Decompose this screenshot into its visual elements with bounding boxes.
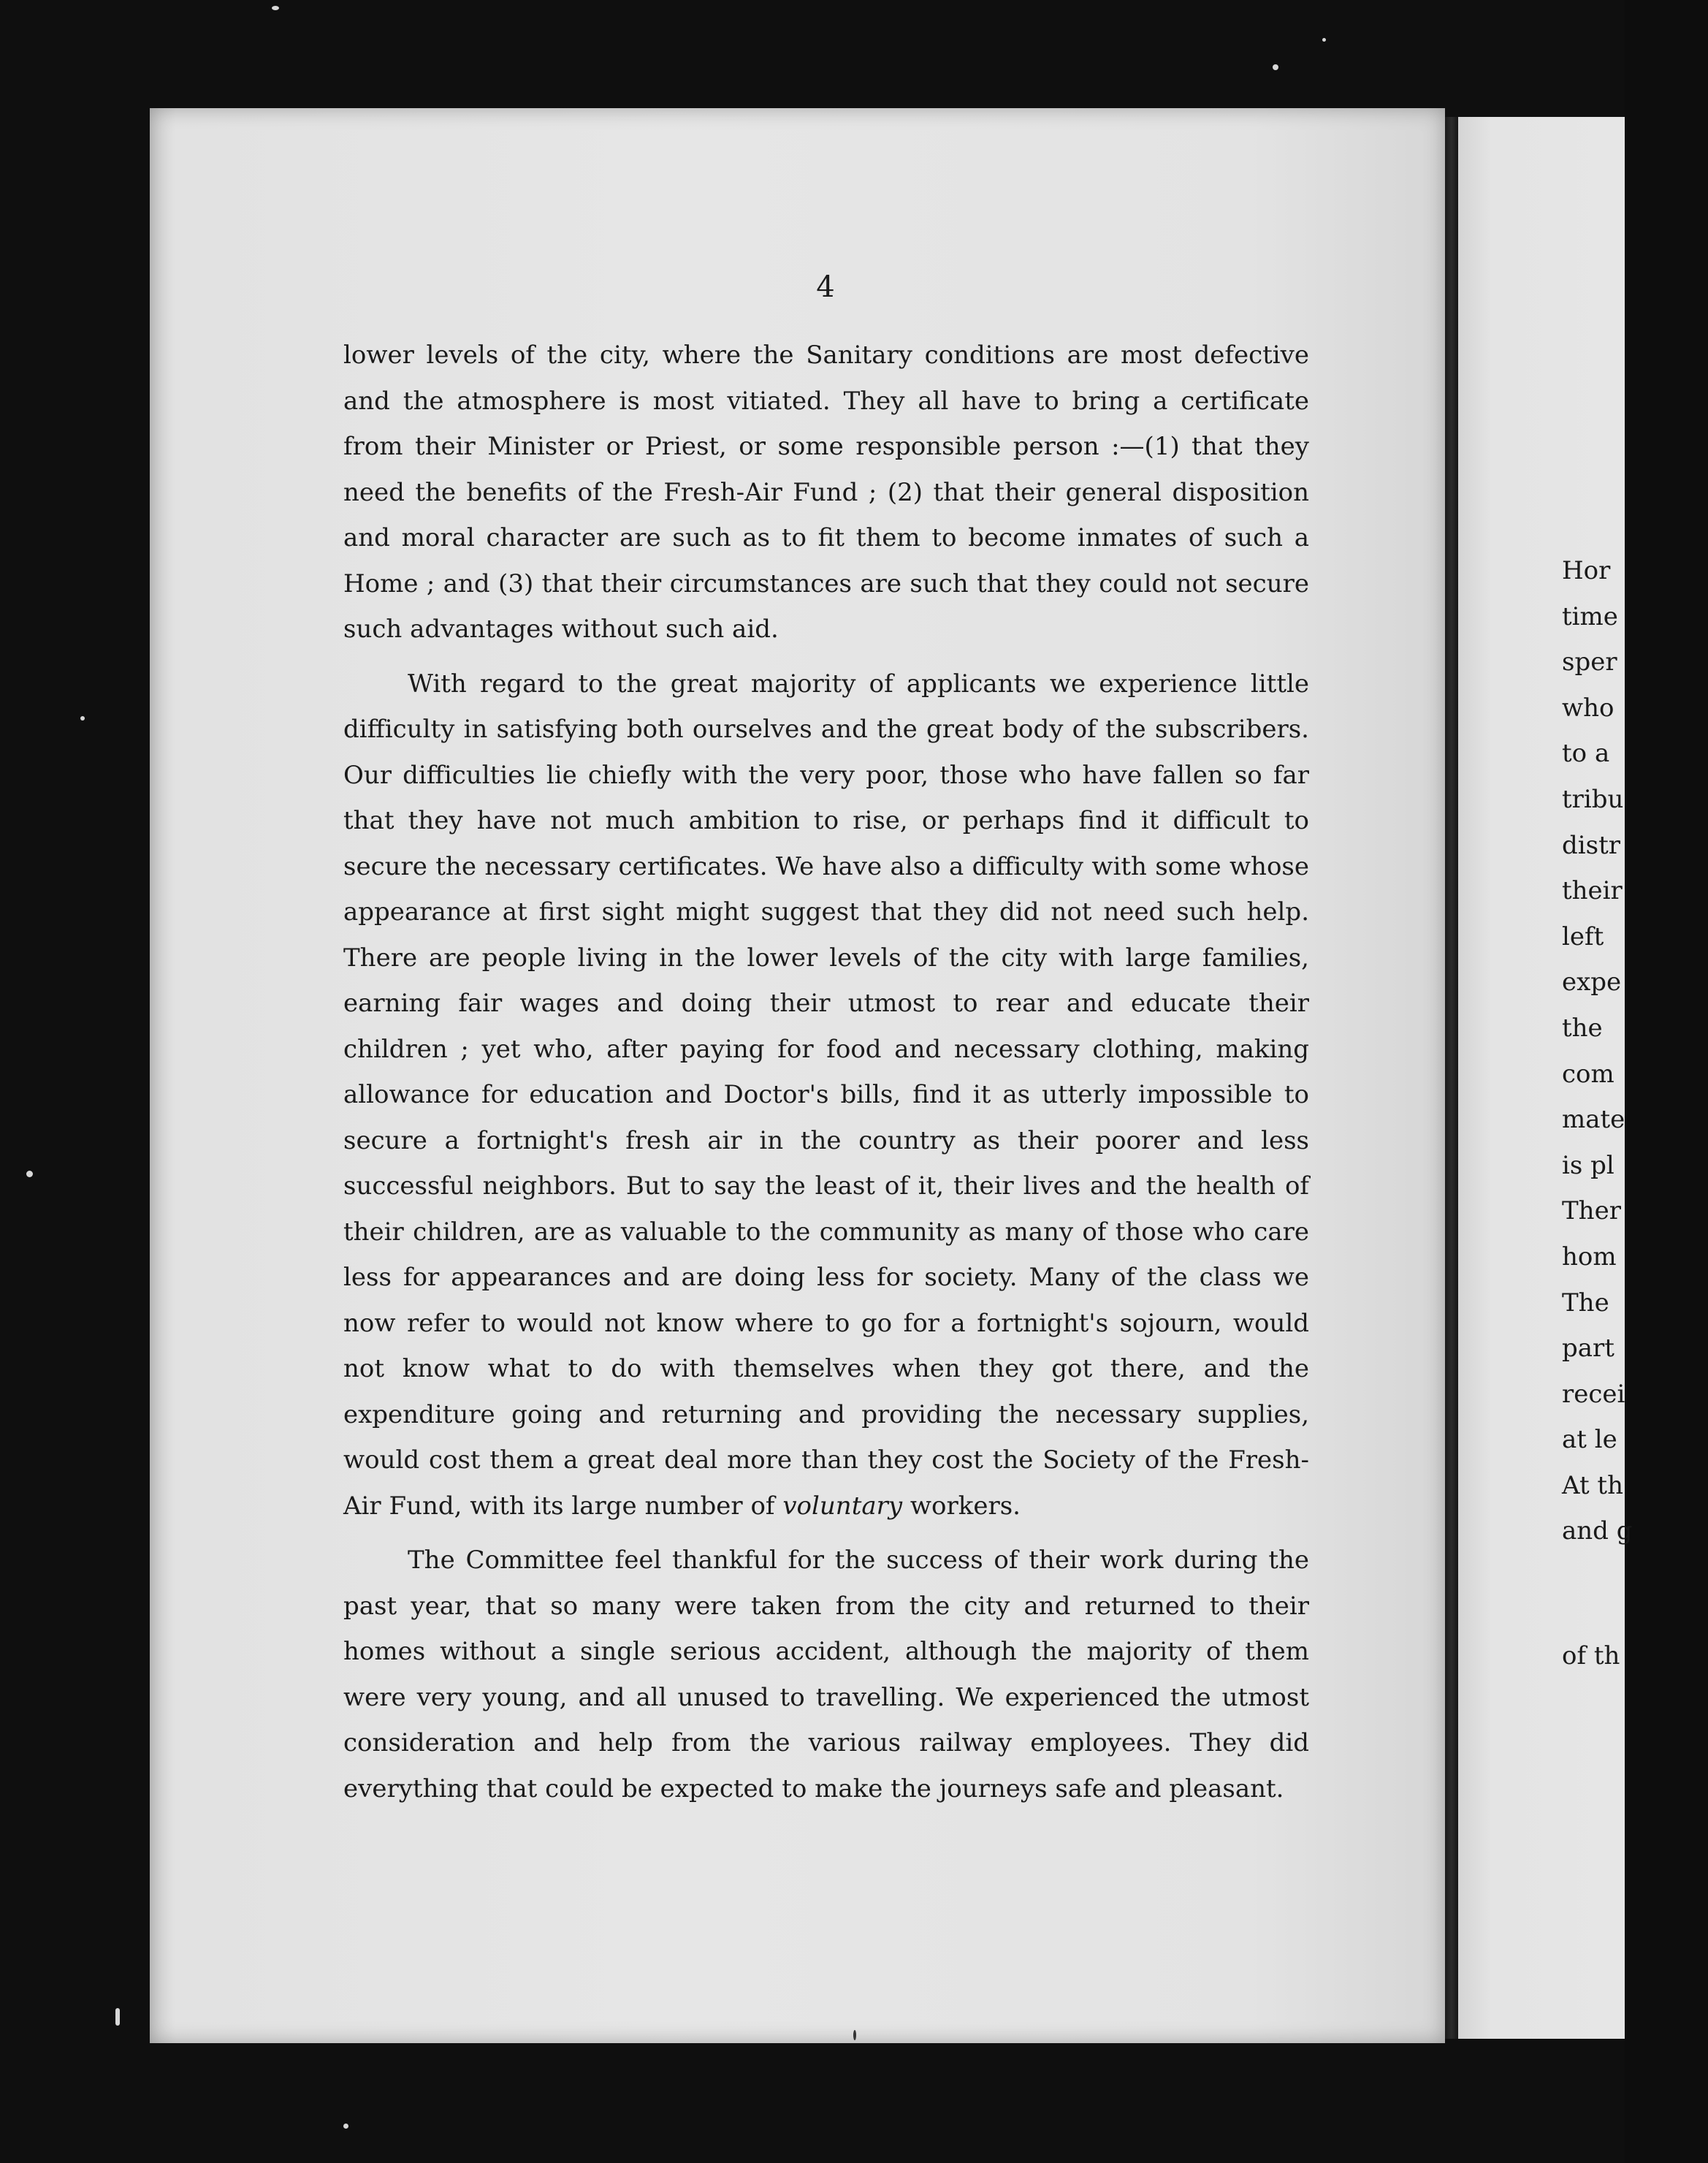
facing-line: sper <box>1562 647 1617 677</box>
dust-speck <box>1322 38 1326 42</box>
facing-line: Ther <box>1562 1196 1621 1226</box>
dust-speck <box>853 2030 856 2040</box>
facing-gap <box>1562 1554 1708 1633</box>
facing-line: expe <box>1562 968 1622 997</box>
facing-line: mate <box>1562 1105 1625 1135</box>
body-text <box>343 332 1309 1812</box>
facing-line: the <box>1562 1013 1603 1043</box>
facing-page-fragments <box>1562 548 1708 1679</box>
book-gutter <box>1445 117 1458 2039</box>
facing-line: Hor <box>1562 556 1611 585</box>
emphasis-voluntary: voluntary <box>782 1491 903 1521</box>
facing-line-last: of th <box>1562 1641 1620 1671</box>
facing-line: tribu <box>1562 784 1624 814</box>
paragraph-2-text: With regard to the great majority of applicants we experience little difficulty in satisfying both ourselves and the great body of the subscribers. Our difficulties lie chiefly with the very poor, those who have fallen so far that they have not much ambition to rise, or perhaps find it difficult to secure the necessary certificates. We have also a difficulty with some whose appearance at first sight might suggest that they did not need such help. There are people living in the lower levels of the city with large families, earning fair wages and doing their utmost to rear and educate their children ; yet who, after paying for food and necessary clothing, making allowance for education and Doctor's bills, find it as utterly impossible to secure a fortnight's fresh air in the country as their poorer and less successful neighbors. But to say the least of it, their lives and the health of their children, are as valuable to the community as many of those who care less for appearances and are doing less for society. Many of the class we now refer to would not know where to go for a fortnight's sojourn, would not know what to do with themselves when they got there, and the expenditure going and returning and providing the necessary supplies, would cost them a great deal more than they cost the Society of the Fresh-Air Fund, with its large number of <box>343 669 1309 1521</box>
facing-line: recei <box>1562 1379 1625 1409</box>
dust-speck <box>1273 64 1278 70</box>
facing-line: com <box>1562 1059 1614 1089</box>
page-number: 4 <box>816 270 835 304</box>
paragraph-2 <box>343 661 1309 1529</box>
dust-speck <box>115 2008 120 2026</box>
facing-line: At th <box>1562 1470 1623 1500</box>
facing-line: their <box>1562 876 1623 906</box>
facing-line: who <box>1562 693 1614 723</box>
facing-line: hom <box>1562 1242 1617 1271</box>
paragraph-3: The Committee feel thankful for the success of their work during the past year, that so many were taken from the city and returned to their homes without a single serious accident, although the majority of them were very young, and all unused to travelling. We experienced the utmost consideration and help from the various railway employees. They did everything that could be expected to make the journeys safe and pleasant. <box>343 1546 1309 1803</box>
facing-line: and g <box>1562 1516 1633 1546</box>
facing-line: distr <box>1562 830 1621 860</box>
facing-line: The <box>1562 1288 1609 1318</box>
facing-line: at le <box>1562 1425 1617 1455</box>
dust-speck <box>80 716 85 721</box>
facing-line: is pl <box>1562 1150 1614 1180</box>
facing-line: left <box>1562 921 1604 951</box>
paragraph-1: lower levels of the city, where the Sanitary conditions are most defective and the atmosphere is most vitiated. They all have to bring a certificate from their Minister or Priest, or some responsible person :—(1) that they need the benefits of the Fresh-Air Fund ; (2) that their general disposition and moral character are such as to fit them to become inmates of such a Home ; and (3) that their circumstances are such that they could not secure such advantages without such aid. <box>343 341 1309 644</box>
dust-speck <box>272 6 279 10</box>
facing-line: part <box>1562 1334 1614 1364</box>
dust-speck <box>343 2124 348 2129</box>
facing-line: to a <box>1562 739 1610 769</box>
facing-page <box>1458 117 1633 2039</box>
facing-line: time <box>1562 601 1618 631</box>
dust-speck <box>26 1171 33 1177</box>
paragraph-2-ending: workers. <box>910 1491 1021 1521</box>
